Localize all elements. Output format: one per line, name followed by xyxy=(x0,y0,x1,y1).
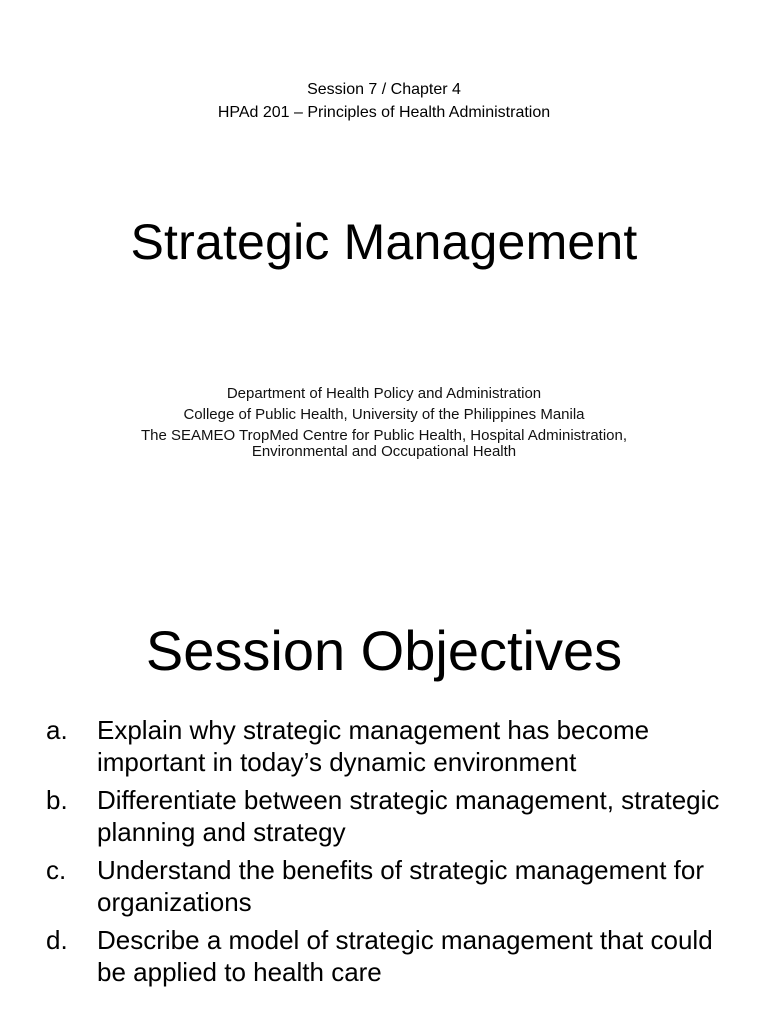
objective-letter: a. xyxy=(46,715,68,745)
objectives-slide xyxy=(0,560,768,1024)
centre-line-1: The SEAMEO TropMed Centre for Public Health, Hospital Administration, xyxy=(140,427,628,444)
objective-item xyxy=(0,784,768,848)
objective-text: Differentiate between strategic management, strategic planning and strategy xyxy=(97,785,720,847)
objective-letter: b. xyxy=(46,785,68,815)
department-line: Department of Health Policy and Administration xyxy=(226,385,542,402)
objective-text: Understand the benefits of strategic management for organizations xyxy=(97,855,705,917)
objectives-title: Session Objectives xyxy=(145,619,623,682)
session-label: Session 7 / Chapter 4 xyxy=(307,81,461,98)
objective-item xyxy=(0,924,768,988)
centre-line-2: Environmental and Occupational Health xyxy=(251,443,517,460)
objective-item xyxy=(0,854,768,918)
slide-title: Strategic Management xyxy=(130,214,638,270)
course-label: HPAd 201 – Principles of Health Administration xyxy=(217,104,551,121)
objective-text: Describe a model of strategic management that could be applied to health care xyxy=(97,925,713,987)
objective-letter: c. xyxy=(46,855,67,885)
objective-letter: d. xyxy=(46,925,68,955)
college-line: College of Public Health, University of the Philippines Manila xyxy=(183,406,585,423)
objective-item xyxy=(0,714,768,778)
objectives-list xyxy=(0,714,768,994)
objective-text: Explain why strategic management has become important in today’s dynamic environment xyxy=(97,715,650,777)
